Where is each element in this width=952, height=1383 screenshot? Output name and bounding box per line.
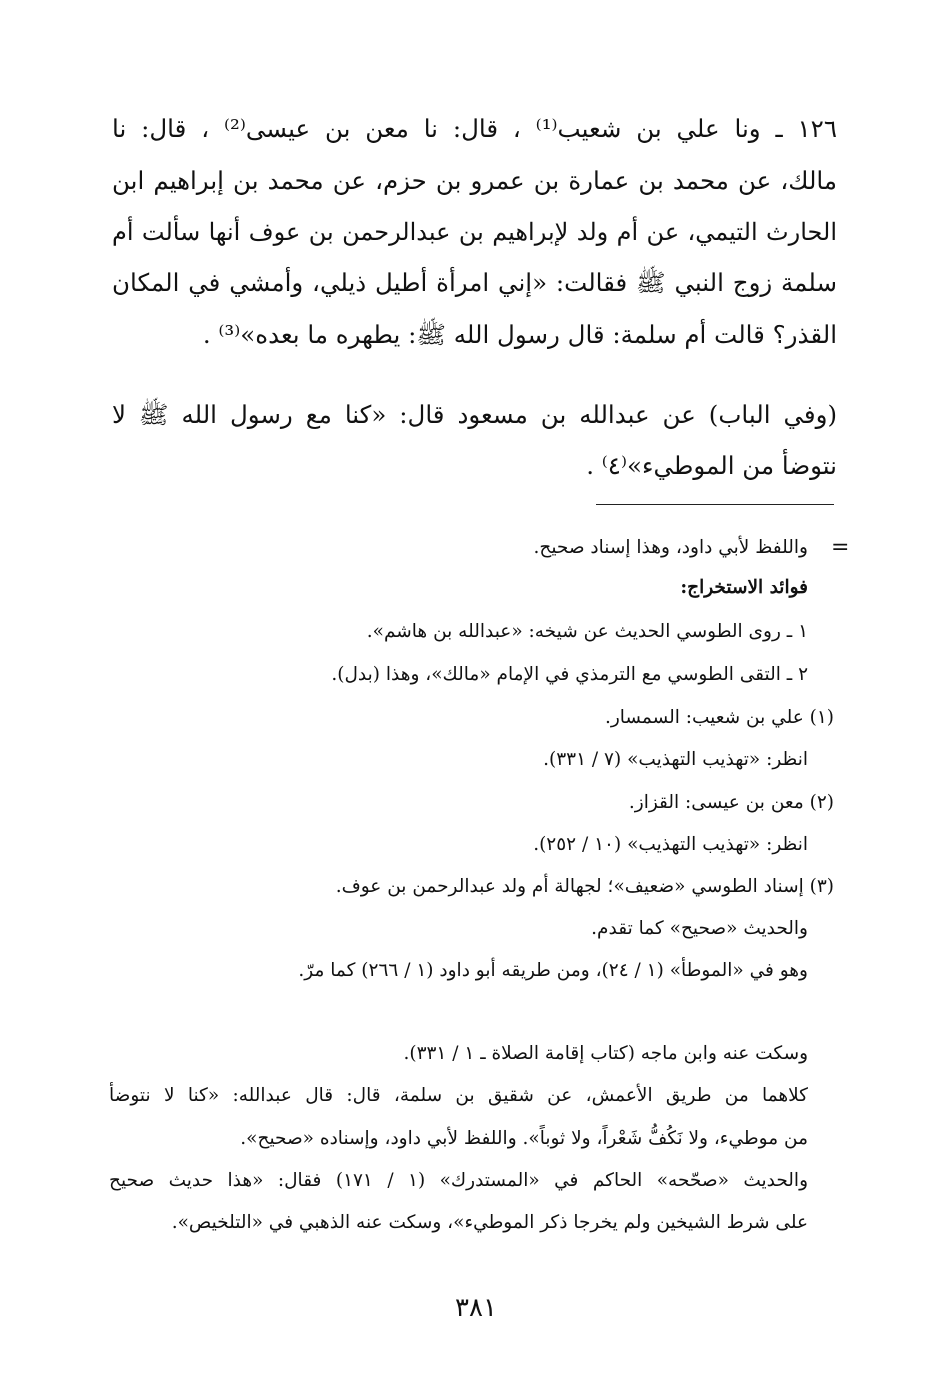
hadith-line: مالك، عن محمد بن عمارة بن عمرو بن حزم، عن محمد بن إبراهيم ابن xyxy=(112,166,837,195)
hadith-line: ١٢٦ ـ ونا علي بن شعيب⁽¹⁾ ، قال: نا معن بن عيسى⁽²⁾ ، قال: نا xyxy=(112,114,837,143)
footnote-line: كلاهما من طريق الأعمش، عن شقيق بن سلمة، قال: قال عبدالله: «كنا لا نتوضأ xyxy=(109,1085,808,1106)
footnote-heading: فوائد الاستخراج: xyxy=(680,577,808,598)
footnote-entry-1: (١) علي بن شعيب: السمسار. xyxy=(604,707,834,728)
footnote-line: على شرط الشيخين ولم يخرجا ذكر الموطيء»، وسكت عنه الذهبي في «التلخيص». xyxy=(171,1212,808,1233)
footnote-line: انظر: «تهذيب التهذيب» (٧ / ٣٣١). xyxy=(543,749,808,770)
footnote-line: وسكت عنه وابن ماجه (كتاب إقامة الصلاة ـ ١ / ٣٣١). xyxy=(403,1043,808,1064)
continuation-mark: = xyxy=(831,535,850,560)
footnote-line: واللفظ لأبي داود، وهذا إسناد صحيح. xyxy=(533,537,808,558)
hadith-line: سلمة زوج النبي ﷺ فقالت: «إني امرأة أطيل ذيلي، وأمشي في المكان xyxy=(112,268,837,297)
footnote-line: ١ ـ روى الطوسي الحديث عن شيخه: «عبدالله بن هاشم». xyxy=(366,621,808,642)
bab-line: نتوضأ من الموطيء»⁽٤⁾ . xyxy=(586,451,837,480)
footnote-entry-3: (٣) إسناد الطوسي «ضعيف»؛ لجهالة أم ولد عبدالرحمن بن عوف. xyxy=(335,876,834,897)
footnote-separator xyxy=(596,504,834,505)
footnote-entry-2: (٢) معن بن عيسى: القزاز. xyxy=(628,792,834,813)
hadith-line: القذر؟ قالت أم سلمة: قال رسول الله ﷺ: يطهره ما بعده»⁽³⁾ . xyxy=(202,320,837,349)
hadith-line: الحارث التيمي، عن أم ولد لإبراهيم بن عبدالرحمن بن عوف أنها سألت أم xyxy=(112,218,837,246)
footnote-line: من موطيء، ولا نَكُفُّ شَعْراً، ولا ثوباً». واللفظ لأبي داود، وإسناده «صحيح». xyxy=(240,1128,808,1149)
footnote-line: ٢ ـ التقى الطوسي مع الترمذي في الإمام «مالك»، وهذا (بدل). xyxy=(331,664,808,685)
footnote-line: وهو في «الموطأ» (١ / ٢٤)، ومن طريقه أبو داود (١ / ٢٦٦) كما مرّ. xyxy=(298,960,808,981)
bab-line: (وفي الباب) عن عبدالله بن مسعود قال: «كنا مع رسول الله ﷺ لا xyxy=(112,400,837,429)
footnote-line: والحديث «صحّحه» الحاكم في «المستدرك» (١ / ١٧١) فقال: «هذا حديث صحيح xyxy=(109,1170,809,1191)
footnote-entry-4 xyxy=(109,997,834,1027)
page-number: ٣٨١ xyxy=(455,1293,497,1323)
footnote-line: والحديث «صحيح» كما تقدم. xyxy=(591,918,808,939)
footnote-line: انظر: «تهذيب التهذيب» (١٠ / ٢٥٢). xyxy=(533,834,808,855)
